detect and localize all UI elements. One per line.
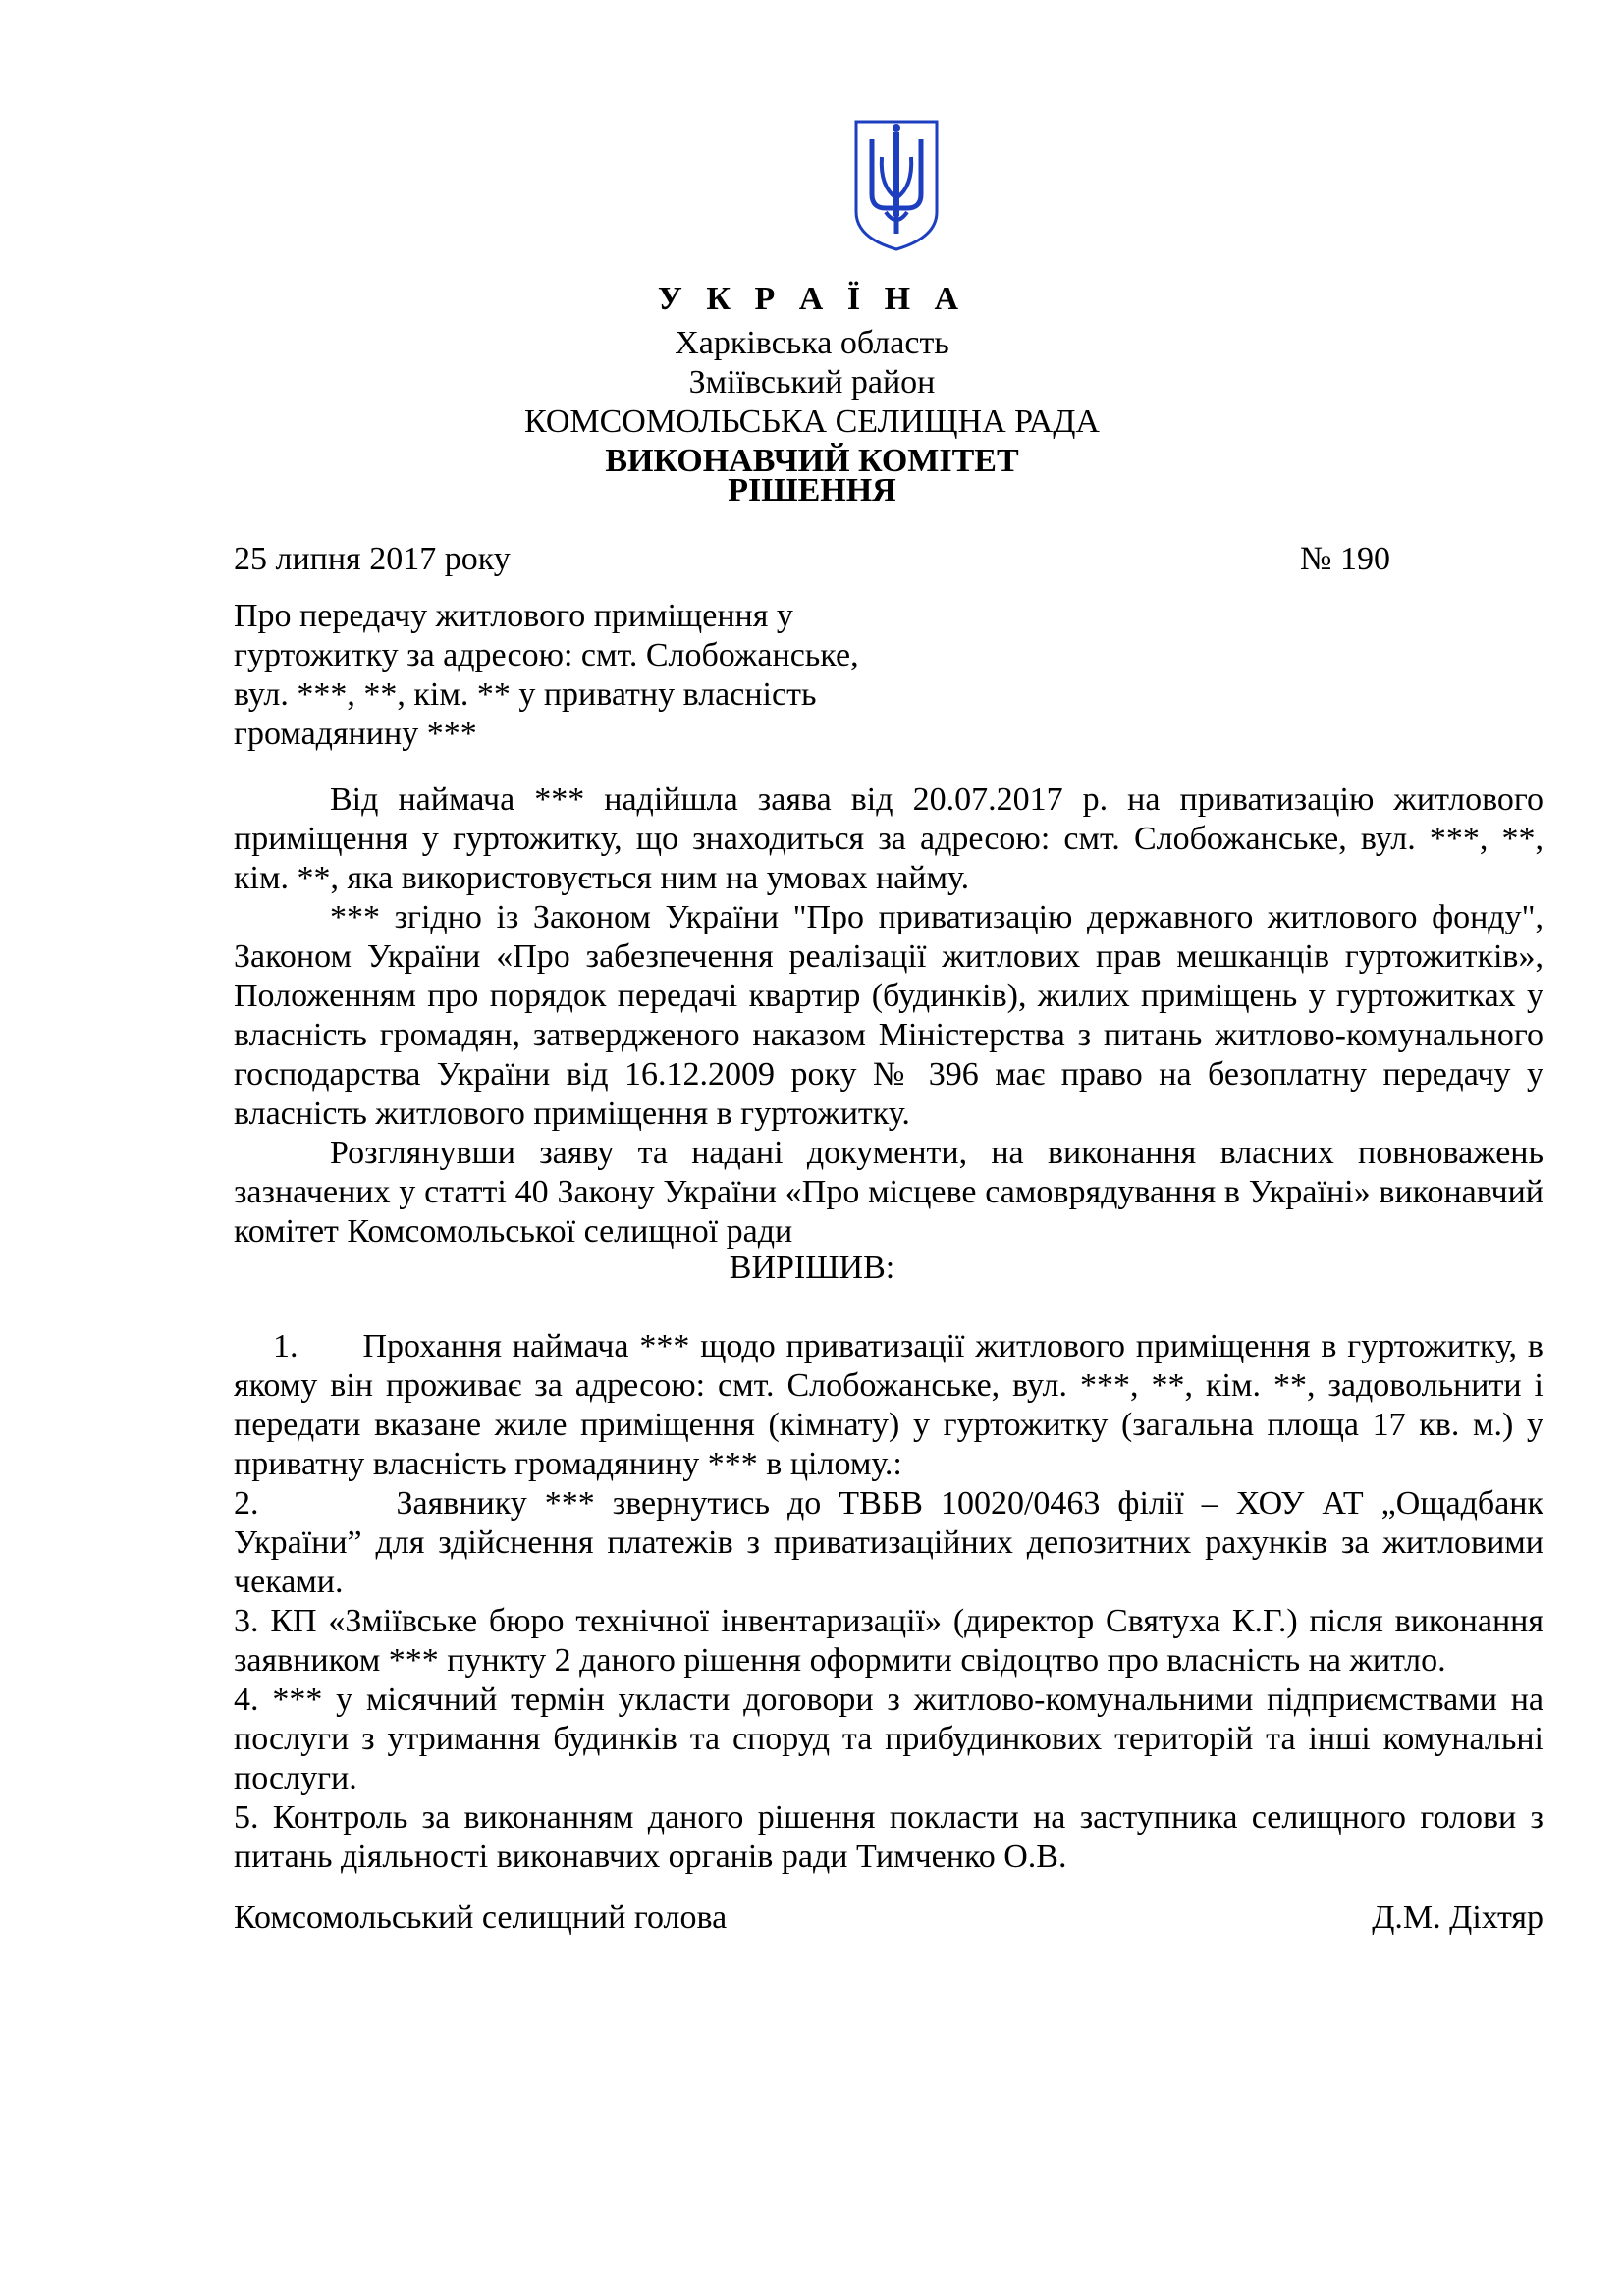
list-item xyxy=(234,1327,1543,1484)
decision-list xyxy=(234,1327,1543,1877)
list-item xyxy=(234,1798,1543,1877)
signatory-position: Комсомольський селищний голова xyxy=(234,1899,728,1936)
preamble xyxy=(234,780,1543,1252)
country-heading: У К Р А Ї Н А xyxy=(657,281,967,317)
item-text: Прохання наймача *** щодо приватизації житлового приміщення в гуртожитку, в якому він проживає за адресою: смт. Слобожанське, вул. ***, **, кім. **, задовольнити і передати вказане жиле приміщення (кімнату) у гуртожитку (загальна площа 17 кв. м.) у приватну власність громадянину *** в цілому.: xyxy=(234,1328,1543,1482)
preamble-paragraph: Від наймача *** надійшла заява від 20.07.2017 р. на приватизацію житлового приміщення у гуртожитку, що знаходиться за адресою: смт. Слобожанське, вул. ***, **, кім. **, яка використовується ним на умовах найму. xyxy=(234,781,1543,896)
item-text: Заявнику *** звернутись до ТВБВ 10020/0463 філії – ХОУ АТ „Ощадбанк України” для здійснення платежів з приватизаційних депозитних рахунків за житловими чеками. xyxy=(234,1485,1543,1600)
preamble-paragraph: Розглянувши заяву та надані документи, на виконання власних повноважень зазначених у статті 40 Закону України «Про місцеве самоврядування в Україні» виконавчий комітет Комсомольської селищної ради xyxy=(234,1135,1543,1250)
item-text: КП «Зміївське бюро технічної інвентаризації» (директор Святуха К.Г.) після виконання заявником *** пункту 2 даного рішення оформити свідоцтво про власність на житло. xyxy=(234,1603,1543,1679)
signatory-name: Д.М. Діхтяр xyxy=(1372,1899,1543,1936)
item-number: 2. xyxy=(234,1485,259,1522)
doc-type-heading: РІШЕННЯ xyxy=(728,472,896,508)
item-text: *** у місячний термін укласти договори з житлово-комунальними підприємствами на послуги з утримання будинків та споруд та прибудинкових територій та інші комунальні послуги. xyxy=(234,1682,1543,1796)
raion-line: Зміївський район xyxy=(688,364,936,400)
list-item xyxy=(234,1681,1543,1798)
item-number: 3. xyxy=(234,1603,259,1639)
committee-line: ВИКОНАВЧИЙ КОМІТЕТ xyxy=(605,443,1019,479)
item-number: 1. xyxy=(273,1328,298,1364)
council-line: КОМСОМОЛЬСЬКА СЕЛИЩНА РАДА xyxy=(524,403,1100,440)
trident-coat-of-arms-icon xyxy=(852,118,941,253)
document-subject xyxy=(234,597,893,754)
item-number: 4. xyxy=(234,1682,259,1718)
list-item xyxy=(234,1484,1543,1602)
item-text: Контроль за виконанням даного рішення покласти на заступника селищного голови з питань діяльності виконавчих органів ради Тимченко О.В. xyxy=(234,1799,1543,1875)
document-date: 25 липня 2017 року xyxy=(234,541,511,577)
list-item xyxy=(234,1602,1543,1681)
item-number: 5. xyxy=(234,1799,259,1836)
subject-line: Про передачу житлового приміщення у xyxy=(234,598,793,634)
subject-line: вул. ***, **, кім. ** у приватну власність xyxy=(234,676,817,713)
subject-line: громадянину *** xyxy=(234,716,477,752)
decided-heading: ВИРІШИВ: xyxy=(729,1250,895,1286)
preamble-paragraph: *** згідно із Законом України "Про приватизацію державного житлового фонду", Законом України «Про забезпечення реалізації житлових прав мешканців гуртожитків», Положенням про порядок передачі квартир (будинків), жилих приміщень у гуртожитках у власність громадян, затвердженого наказом Міністерства з питань житлово-комунального господарства України від 16.12.2009 року № 396 має право на безоплатну передачу у власність житлового приміщення в гуртожитку. xyxy=(234,899,1543,1132)
oblast-line: Харківська область xyxy=(675,325,949,361)
document-number: № 190 xyxy=(1300,541,1390,577)
subject-line: гуртожитку за адресою: смт. Слобожанське, xyxy=(234,637,859,673)
